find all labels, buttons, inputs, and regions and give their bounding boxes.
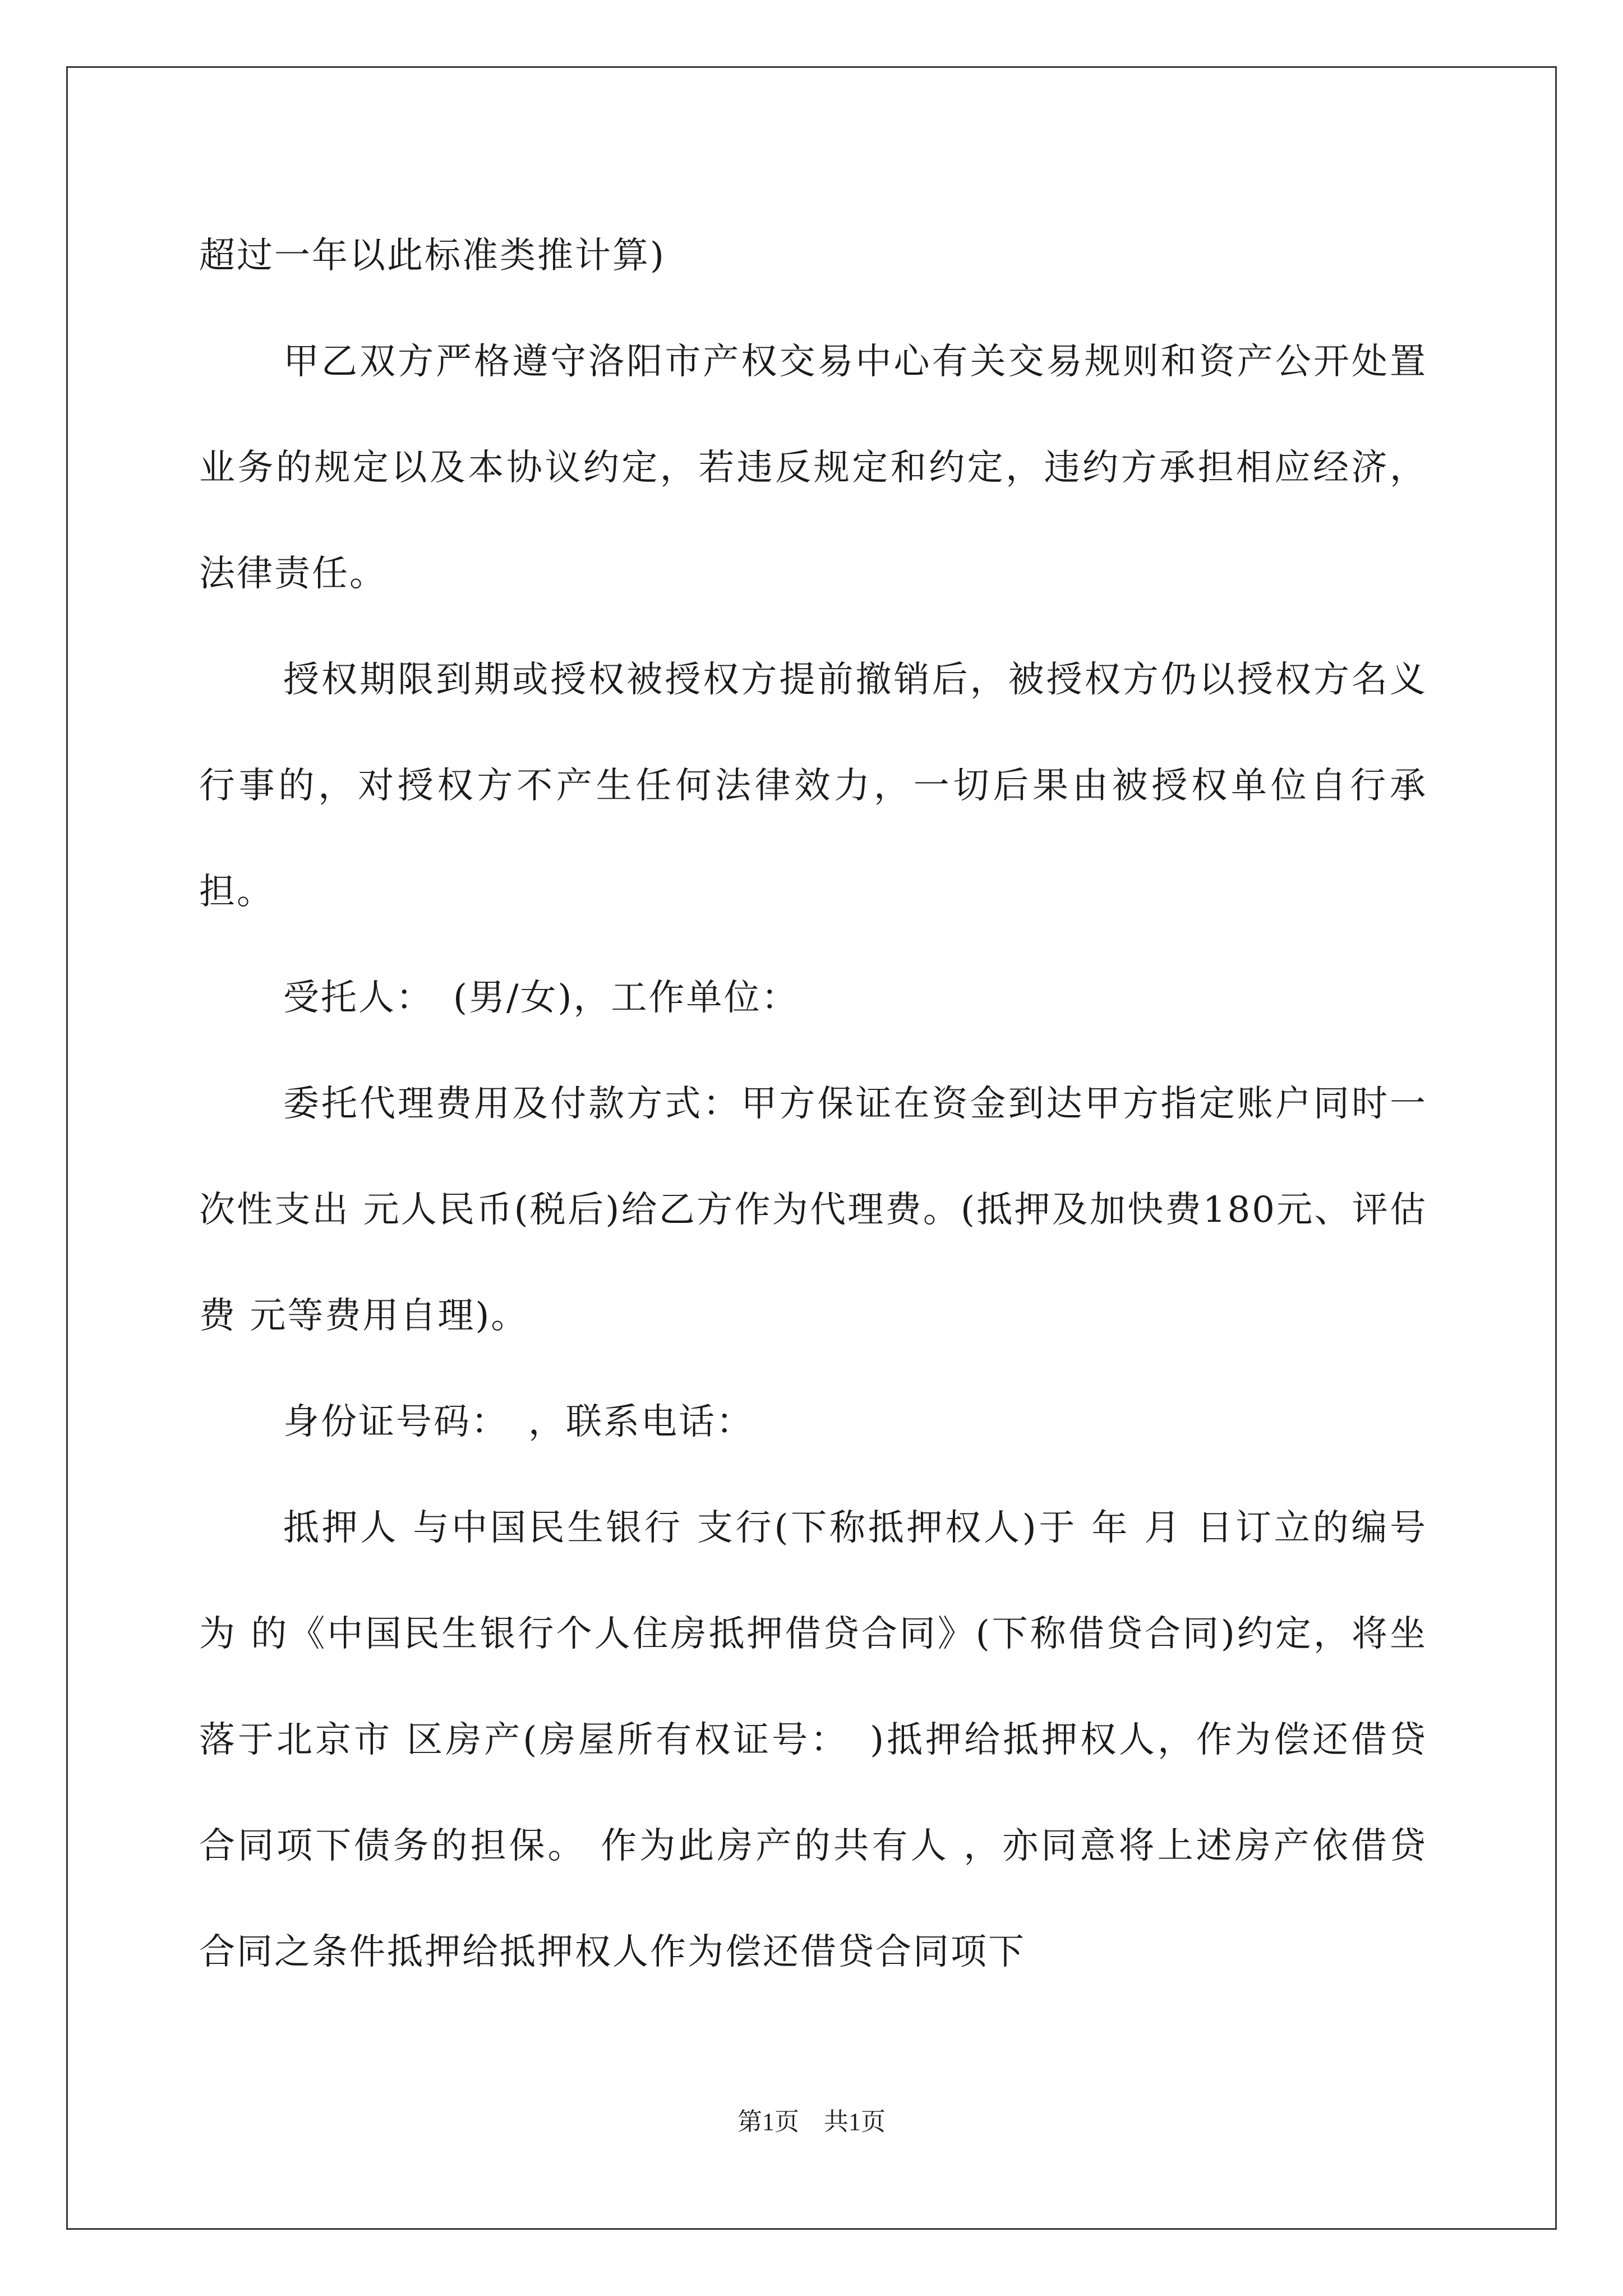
paragraph-5: 委托代理费用及付款方式：甲方保证在资金到达甲方指定账户同时一次性支出 元人民币(税后)给乙方作为代理费。(抵押及加快费180元、评估费 元等费用自理)。 [199,1083,1427,1337]
paragraph-4: 受托人： (男/女)，工作单位： [283,977,799,1019]
paragraph-6: 身份证号码： ，联系电话： [283,1401,754,1443]
paragraph-7: 抵押人 与中国民生银行 支行(下称抵押权人)于 年 月 日订立的编号为 的《中国民生银行个人住房抵押借贷合同》(下称借贷合同)约定，将坐落于北京市 区房产(房屋所有权证号： )抵押给抵押权人，作为偿还借贷合同项下债务的担保。 作为此房产的共有人 ，亦同意将上述房产依借贷合同之条件抵押给抵押权人作为偿还借贷合同项下 [199,1507,1427,1973]
paragraph-3: 授权期限到期或授权被授权方提前撤销后，被授权方仍以授权方名义行事的，对授权方不产生任何法律效力，一切后果由被授权单位自行承担。 [199,659,1427,913]
paragraph-2: 甲乙双方严格遵守洛阳市产权交易中心有关交易规则和资产公开处置业务的规定以及本协议约定，若违反规定和约定，违约方承担相应经济，法律责任。 [199,341,1427,595]
document-body [199,203,1427,2005]
paragraph-1: 超过一年以此标准类推计算) [199,235,666,277]
page-number-footer: 第1页 共1页 [737,2108,886,2136]
